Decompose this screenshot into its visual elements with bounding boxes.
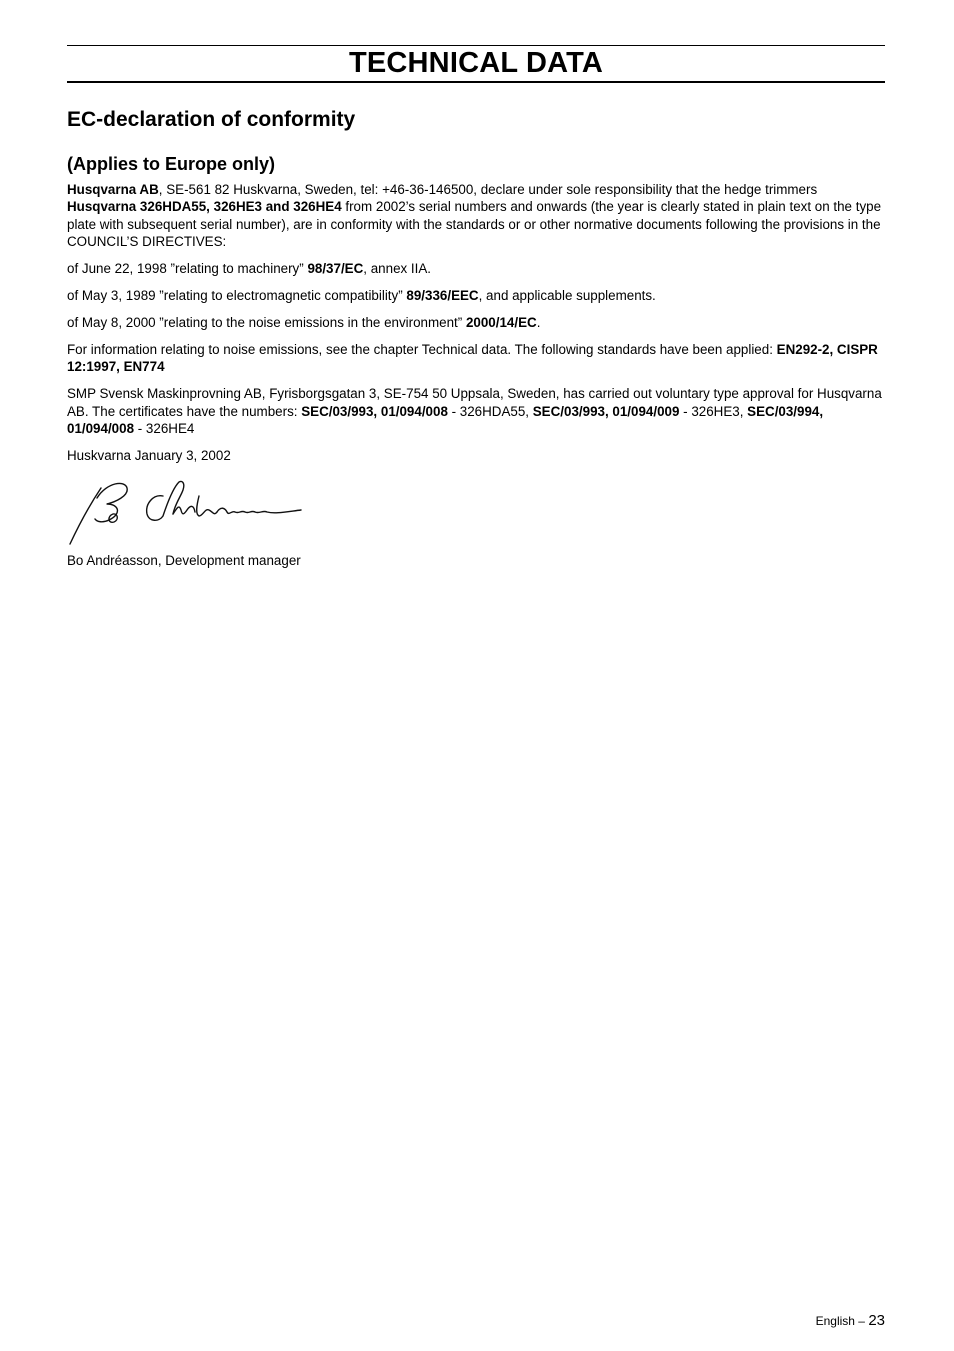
certificate-number: SEC/03/993, 01/094/009: [532, 403, 680, 419]
directive-noise: of May 8, 2000 ”relating to the noise emissions in the environment” 2000/14/EC.: [67, 314, 541, 330]
page-footer: English – 23: [815, 1312, 885, 1329]
type-approval-paragraph: SMP Svensk Maskinprovning AB, Fyrisborgsgatan 3, SE-754 50 Uppsala, Sweden, has carried out voluntary type approval for Husqvarna AB. The certificates have the numbers: SEC/03/993, 01/094/008 - 326HDA55, SEC/03/993, 01/094/009 - 326HE3, SEC/03/994, 01/094/008 - 326HE4: [67, 386, 882, 436]
company-name: Husqvarna AB: [67, 182, 159, 197]
place-date: Huskvarna January 3, 2002: [67, 447, 231, 463]
section-title: EC-declaration of conformity: [67, 108, 356, 131]
standards-list: EN292-2, CISPR 12:1997, EN774: [67, 341, 878, 375]
document-body: [67, 104, 885, 579]
standards-paragraph: For information relating to noise emissions, see the chapter Technical data. The following standards have been applied: EN292-2, CISPR 12:1997, EN774: [67, 341, 878, 375]
certificate-number: SEC/03/993, 01/094/008: [301, 403, 448, 419]
directive-emc: of May 3, 1989 ”relating to electromagnetic compatibility” 89/336/EEC, and applicable supplements.: [67, 288, 656, 304]
page-title: TECHNICAL DATA: [348, 47, 604, 79]
directive-machinery: of June 22, 1998 ”relating to machinery” 98/37/EC, annex IIA.: [67, 261, 432, 277]
handwritten-signature: [67, 474, 305, 548]
declaration-paragraph: Husqvarna AB, SE-561 82 Huskvarna, Sweden, tel: +46-36-146500, declare under sole responsibility that the hedge trimmers Husqvarna 326HDA55, 326HE3 and 326HE4 from 2002’s serial numbers and onwards (the year is clearly stated in plain text on the type plate with subsequent serial number), are in conformity with the standards or or other normative documents following the provisions in the COUNCIL’S DIRECTIVES:: [67, 182, 882, 250]
directive-code: 98/37/EC: [307, 261, 364, 277]
section-subtitle: (Applies to Europe only): [67, 154, 276, 174]
model-names: Husqvarna 326HDA55, 326HE3 and 326HE4: [67, 199, 342, 215]
page-header: [67, 45, 885, 83]
directive-code: 2000/14/EC: [465, 314, 537, 330]
signer-name: Bo Andréasson, Development manager: [67, 552, 301, 568]
footer-language: English: [815, 1314, 855, 1328]
page-number: 23: [868, 1312, 885, 1329]
certificate-number: SEC/03/994, 01/094/008: [67, 403, 824, 436]
directive-code: 89/336/EEC: [406, 288, 479, 304]
